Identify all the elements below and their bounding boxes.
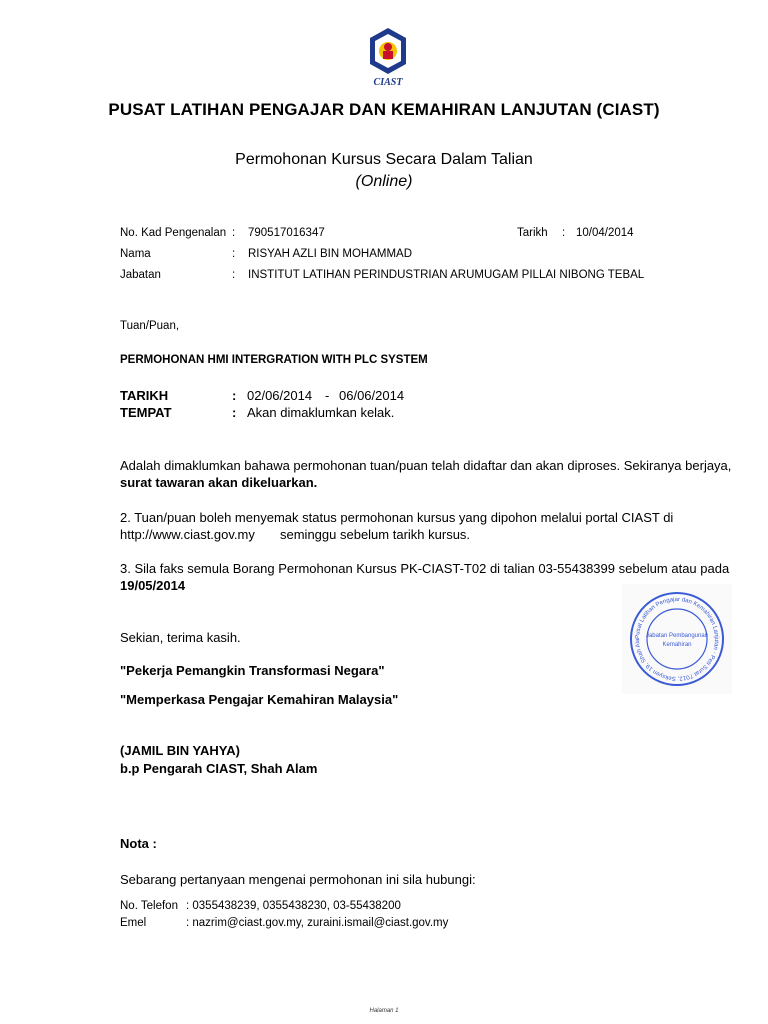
place-value: Akan dimaklumkan kelak. — [247, 405, 395, 420]
motto-2: "Memperkasa Pengajar Kemahiran Malaysia" — [120, 692, 399, 707]
subject: PERMOHONAN HMI INTERGRATION WITH PLC SYSTEM — [120, 354, 428, 366]
name-label: Nama — [120, 248, 151, 260]
course-date-start: 02/06/2014 — [247, 388, 313, 403]
course-date-end: 06/06/2014 — [339, 388, 405, 403]
dept-colon: : — [232, 269, 236, 281]
course-date-colon: : — [232, 388, 237, 403]
course-date-label: TARIKH — [120, 388, 169, 403]
para1-line2: surat tawaran akan dikeluarkan. — [120, 475, 318, 490]
svg-text:CIAST: CIAST — [373, 77, 403, 88]
place-label: TEMPAT — [120, 405, 172, 420]
salutation: Tuan/Puan, — [120, 320, 180, 332]
email-label: Emel — [120, 917, 147, 929]
para1-line1: Adalah dimaklumkan bahawa permohonan tuan/puan telah didaftar dan akan diproses. Sekiranya berjaya, — [120, 458, 732, 473]
svg-text:Pusat Latihan Pengajar dan Kem: Pusat Latihan Pengajar dan Kemahiran Lanjutan · Peti Surat 7012, Seksyen 19, Shah Ala — [634, 596, 720, 682]
ciast-logo — [364, 26, 412, 88]
place-colon: : — [232, 405, 237, 420]
para2-rest: seminggu sebelum tarikh kursus. — [280, 527, 471, 542]
name-value: RISYAH AZLI BIN MOHAMMAD — [248, 248, 413, 260]
date-label: Tarikh — [517, 227, 548, 239]
closing: Sekian, terima kasih. — [120, 630, 241, 645]
note-heading: Nota : — [120, 836, 157, 851]
course-date-sep: - — [325, 388, 330, 403]
signer-title: b.p Pengarah CIAST, Shah Alam — [120, 761, 318, 776]
page-number: Halaman 1 — [369, 1008, 399, 1014]
document-title: Permohonan Kursus Secara Dalam Talian — [235, 151, 533, 168]
document-subtitle: (Online) — [355, 173, 413, 190]
organization-name: PUSAT LATIHAN PENGAJAR DAN KEMAHIRAN LANJUTAN (CIAST) — [108, 100, 660, 119]
dept-label: Jabatan — [120, 269, 161, 281]
para3-line1: 3. Sila faks semula Borang Permohonan Kursus PK-CIAST-T02 di talian 03-55438399 sebelum atau pada — [120, 561, 730, 576]
official-stamp — [622, 584, 732, 694]
name-colon: : — [232, 248, 236, 260]
dept-value: INSTITUT LATIHAN PERINDUSTRIAN ARUMUGAM PILLAI NIBONG TEBAL — [248, 269, 645, 281]
ic-label: No. Kad Pengenalan — [120, 227, 227, 239]
motto-1: "Pekerja Pemangkin Transformasi Negara" — [120, 663, 385, 678]
ic-value: 790517016347 — [248, 227, 325, 239]
email-value: : nazrim@ciast.gov.my, zuraini.ismail@ciast.gov.my — [186, 917, 449, 929]
svg-text:Jabatan Pembangunan: Jabatan Pembangunan — [645, 633, 709, 639]
phone-value: : 0355438239, 0355438230, 03-55438200 — [186, 900, 401, 912]
portal-link[interactable]: http://www.ciast.gov.my — [120, 527, 255, 542]
signer-name: (JAMIL BIN YAHYA) — [120, 743, 240, 758]
ic-colon: : — [232, 227, 236, 239]
para2-line1: 2. Tuan/puan boleh menyemak status permohonan kursus yang dipohon melalui portal CIAST di — [120, 510, 674, 525]
para3-date: 19/05/2014 — [120, 578, 186, 593]
svg-text:Kemahiran: Kemahiran — [662, 642, 692, 648]
note-intro: Sebarang pertanyaan mengenai permohonan ini sila hubungi: — [120, 872, 476, 887]
phone-label: No. Telefon — [120, 900, 178, 912]
date-colon: : — [562, 227, 566, 239]
date-value: 10/04/2014 — [576, 227, 634, 239]
